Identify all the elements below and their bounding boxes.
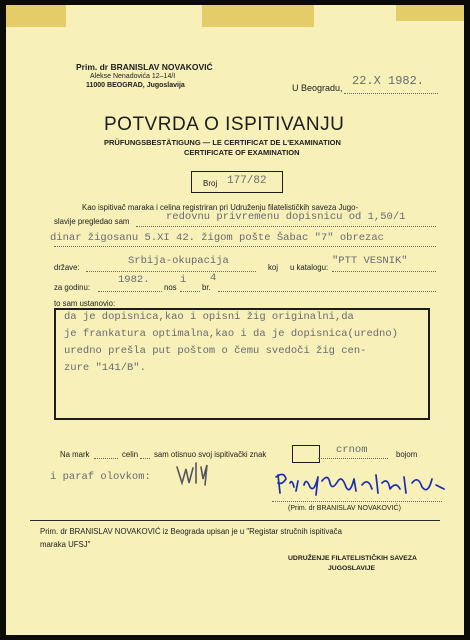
nos-label: nos (164, 283, 177, 292)
color-rule (318, 458, 388, 459)
title-translations: PRÜFUNGSBESTÄTIGUNG — LE CERTIFICAT DE L'EXAMINATION (104, 138, 341, 147)
celin-label: celin (122, 450, 139, 459)
signature-rule (272, 501, 442, 502)
typed-description-2: dinar žigosanu 5.XI 42. žigom pošte Šabac "7" obrezac (50, 232, 384, 244)
page-title: POTVRDA O ISPITIVANJU (104, 114, 345, 135)
sender-name: Prim. dr BRANISLAV NOVAKOVIĆ (76, 62, 213, 72)
godinu-value: 1982. (118, 274, 150, 286)
footer-divider (30, 520, 440, 521)
intro-line-1: Kao ispitivač maraka i celina registriran pri Udruženju filatelističkih saveza Jugo- (82, 203, 359, 212)
ustanovio-label: to sam ustanovio: (54, 299, 116, 308)
typed-line-2-rule (54, 246, 436, 247)
drzave-label: države: (54, 263, 80, 272)
paraf-label: i paraf olovkom: (50, 471, 151, 483)
koji-label: koj (268, 263, 278, 272)
examiner-mark-box (292, 445, 320, 463)
br-rule (218, 291, 436, 292)
pencil-initials (174, 459, 216, 489)
stamp-label: sam otisnuo svoj ispitivački znak (154, 450, 267, 459)
signature-caption: (Prim. dr BRANISLAV NOVAKOVIĆ) (288, 505, 401, 512)
drzave-rule (86, 271, 256, 272)
finding-line: zure "141/B". (64, 362, 146, 374)
number-value: 177/82 (227, 175, 267, 187)
certificate-paper (6, 5, 464, 635)
drzave-value: Srbija-okupacija (128, 255, 229, 267)
title-english: CERTIFICATE OF EXAMINATION (184, 148, 300, 157)
sender-city: 11000 BEOGRAD, Jugoslavija (86, 82, 185, 89)
katalog-value: "PTT VESNIK" (332, 255, 408, 267)
br-label: br. (202, 283, 211, 292)
celin-rule (140, 458, 150, 459)
date-line (344, 93, 438, 94)
na-mark-rule (94, 458, 118, 459)
godinu-label: za godinu: (54, 283, 90, 292)
godinu-rule (98, 291, 162, 292)
tape-strip-center (202, 5, 314, 27)
finding-line: uredno prešla put poštom o čemu svedoči žig cen- (64, 345, 367, 357)
katalog-label: u katalogu: (290, 263, 329, 272)
intro-line-2: slavije pregledao sam (54, 217, 130, 226)
katalog-rule (332, 271, 436, 272)
na-mark-label: Na mark (60, 450, 90, 459)
typed-line-1-rule (136, 226, 436, 227)
organization-country: JUGOSLAVIJE (328, 565, 376, 572)
sender-street: Alekse Nenadovića 12–14/I (90, 73, 176, 80)
br-value: 4 (210, 272, 217, 284)
nos-value: i (180, 274, 187, 286)
signature (272, 467, 452, 503)
typed-description-1: redovnu privremenu dopisnicu od 1,50/1 (166, 211, 406, 223)
bojom-label: bojom (396, 450, 418, 459)
finding-line: je frankatura optimalna,kao i da je dopisnica(uredno) (64, 328, 398, 340)
finding-line: da je dopisnica,kao i opisni žig originalni,da (64, 311, 354, 323)
organization-name: UDRUŽENJE FILATELISTIČKIH SAVEZA (288, 555, 417, 562)
date-value: 22.X 1982. (352, 74, 425, 88)
tape-strip-right (396, 5, 464, 21)
color-value: crnom (336, 444, 368, 456)
registry-line-1: Prim. dr BRANISLAV NOVAKOVIĆ iz Beograda upisan je u "Registar stručnih ispitivača (40, 527, 342, 536)
number-label: Broj (203, 179, 218, 188)
tape-strip-left (6, 5, 66, 27)
registry-line-2: maraka UFSJ" (40, 540, 91, 549)
place-label: U Beogradu, (292, 83, 343, 93)
nos-rule (180, 291, 200, 292)
